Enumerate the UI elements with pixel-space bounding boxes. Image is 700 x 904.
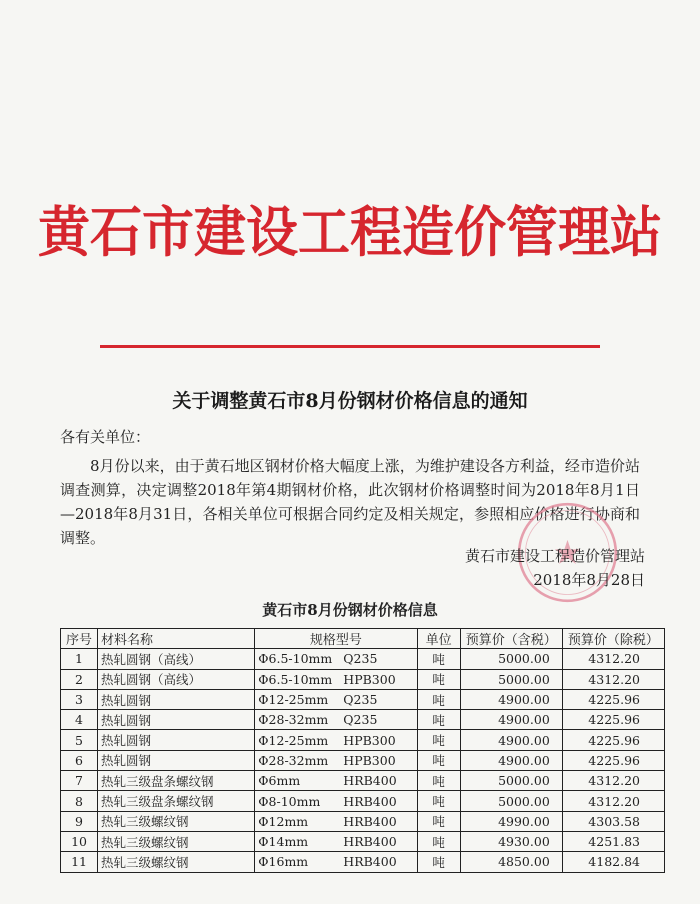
row-no: 5 (61, 730, 98, 750)
row-material-name: 热轧圆钢 (98, 730, 255, 750)
table-row (61, 771, 665, 791)
row-spec (255, 831, 417, 851)
row-spec-grade: HPB300 (343, 732, 396, 748)
row-spec (255, 852, 417, 872)
row-spec-diameter: Φ14mm (258, 834, 309, 850)
row-spec (255, 750, 417, 770)
row-spec-grade: HRB400 (343, 854, 397, 870)
header-name: 材料名称 (98, 629, 255, 649)
row-no: 10 (61, 831, 98, 851)
row-spec-grade: HRB400 (343, 834, 397, 850)
row-spec-grade: HPB300 (343, 752, 396, 768)
row-spec (255, 730, 417, 750)
row-price-ex: 4225.96 (562, 730, 664, 750)
row-no: 7 (61, 771, 98, 791)
row-unit: 吨 (417, 791, 460, 811)
row-material-name: 热轧三级螺纹钢 (98, 811, 255, 831)
row-spec-grade: Q235 (343, 692, 378, 708)
table-header-row (61, 629, 665, 649)
row-spec-diameter: Φ16mm (258, 854, 309, 870)
row-spec (255, 771, 417, 791)
table-row (61, 730, 665, 750)
row-spec (255, 811, 417, 831)
row-unit: 吨 (417, 831, 460, 851)
row-spec (255, 689, 417, 709)
header-no: 序号 (61, 629, 98, 649)
row-material-name: 热轧三级螺纹钢 (98, 852, 255, 872)
row-price-ex: 4225.96 (562, 710, 664, 730)
table-row (61, 710, 665, 730)
row-price-tax: 4900.00 (460, 750, 562, 770)
header-spec: 规格型号 (255, 629, 417, 649)
row-material-name: 热轧三级盘条螺纹钢 (98, 771, 255, 791)
row-unit: 吨 (417, 771, 460, 791)
header-price-tax: 预算价（含税） (460, 629, 562, 649)
row-price-ex: 4312.20 (562, 771, 664, 791)
row-spec (255, 710, 417, 730)
row-price-tax: 4990.00 (460, 811, 562, 831)
header-unit: 单位 (417, 629, 460, 649)
table-row (61, 811, 665, 831)
row-price-ex: 4182.84 (562, 852, 664, 872)
row-material-name: 热轧圆钢 (98, 689, 255, 709)
row-spec-diameter: Φ12-25mm (258, 692, 329, 708)
table-row (61, 669, 665, 689)
row-no: 1 (61, 649, 98, 669)
row-spec (255, 649, 417, 669)
notice-date: 2018年8月28日 (533, 571, 645, 589)
notice-salutation: 各有关单位： (60, 428, 151, 446)
notice-issuer: 黄石市建设工程造价管理站 (464, 547, 645, 565)
table-row (61, 649, 665, 669)
row-no: 6 (61, 750, 98, 770)
row-price-ex: 4225.96 (562, 750, 664, 770)
row-price-ex: 4303.58 (562, 811, 664, 831)
row-material-name: 热轧圆钢（高线） (98, 649, 255, 669)
letterhead-red-rule (100, 345, 600, 348)
row-material-name: 热轧圆钢 (98, 710, 255, 730)
row-spec-grade: Q235 (343, 651, 378, 667)
row-price-ex: 4251.83 (562, 831, 664, 851)
row-price-tax: 5000.00 (460, 771, 562, 791)
row-no: 2 (61, 669, 98, 689)
table-row (61, 750, 665, 770)
row-no: 4 (61, 710, 98, 730)
row-spec-diameter: Φ12mm (258, 813, 309, 829)
row-spec-grade: Q235 (343, 712, 378, 728)
row-price-ex: 4312.20 (562, 669, 664, 689)
row-spec (255, 791, 417, 811)
steel-price-table (60, 628, 665, 873)
row-spec-diameter: Φ6mm (258, 773, 301, 789)
row-price-tax: 4930.00 (460, 831, 562, 851)
row-price-tax: 5000.00 (460, 791, 562, 811)
row-unit: 吨 (417, 649, 460, 669)
row-spec-grade: HRB400 (343, 813, 397, 829)
row-spec-grade: HRB400 (343, 773, 397, 789)
row-no: 11 (61, 852, 98, 872)
row-unit: 吨 (417, 710, 460, 730)
row-unit: 吨 (417, 852, 460, 872)
row-no: 3 (61, 689, 98, 709)
row-spec-diameter: Φ28-32mm (258, 712, 329, 728)
notice-title: 关于调整黄石市8月份钢材价格信息的通知 (172, 390, 528, 412)
row-unit: 吨 (417, 730, 460, 750)
row-price-tax: 4900.00 (460, 710, 562, 730)
letterhead-title: 黄石市建设工程造价管理站 (37, 200, 662, 265)
row-spec-diameter: Φ12-25mm (258, 732, 329, 748)
row-price-ex: 4225.96 (562, 689, 664, 709)
table-row (61, 852, 665, 872)
row-spec-diameter: Φ6.5-10mm (258, 651, 333, 667)
row-unit: 吨 (417, 669, 460, 689)
row-spec-grade: HRB400 (343, 793, 397, 809)
table-row (61, 791, 665, 811)
row-unit: 吨 (417, 689, 460, 709)
row-spec (255, 669, 417, 689)
row-spec-diameter: Φ28-32mm (258, 752, 329, 768)
row-price-tax: 5000.00 (460, 669, 562, 689)
header-price-ex: 预算价（除税） (562, 629, 664, 649)
row-material-name: 热轧圆钢（高线） (98, 669, 255, 689)
row-price-ex: 4312.20 (562, 791, 664, 811)
row-price-tax: 4900.00 (460, 689, 562, 709)
row-unit: 吨 (417, 750, 460, 770)
row-no: 9 (61, 811, 98, 831)
row-price-tax: 4900.00 (460, 730, 562, 750)
price-table-title: 黄石市8月份钢材价格信息 (262, 601, 438, 619)
row-material-name: 热轧圆钢 (98, 750, 255, 770)
row-unit: 吨 (417, 811, 460, 831)
table-row (61, 689, 665, 709)
row-price-tax: 5000.00 (460, 649, 562, 669)
row-price-tax: 4850.00 (460, 852, 562, 872)
table-row (61, 831, 665, 851)
notice-body: 8月份以来，由于黄石地区钢材价格大幅度上涨，为维护建设各方利益，经市造价站调查测算，决定调整2018年第4期钢材价格，此次钢材价格调整时间为2018年8月1日—2018年8月31日，各相关单位可根据合同约定及相关规定，参照相应价格进行协商和调整。 (60, 457, 640, 547)
row-spec-diameter: Φ6.5-10mm (258, 671, 333, 687)
row-spec-grade: HPB300 (343, 671, 396, 687)
row-material-name: 热轧三级盘条螺纹钢 (98, 791, 255, 811)
row-material-name: 热轧三级螺纹钢 (98, 831, 255, 851)
row-no: 8 (61, 791, 98, 811)
row-spec-diameter: Φ8-10mm (258, 793, 321, 809)
row-price-ex: 4312.20 (562, 649, 664, 669)
